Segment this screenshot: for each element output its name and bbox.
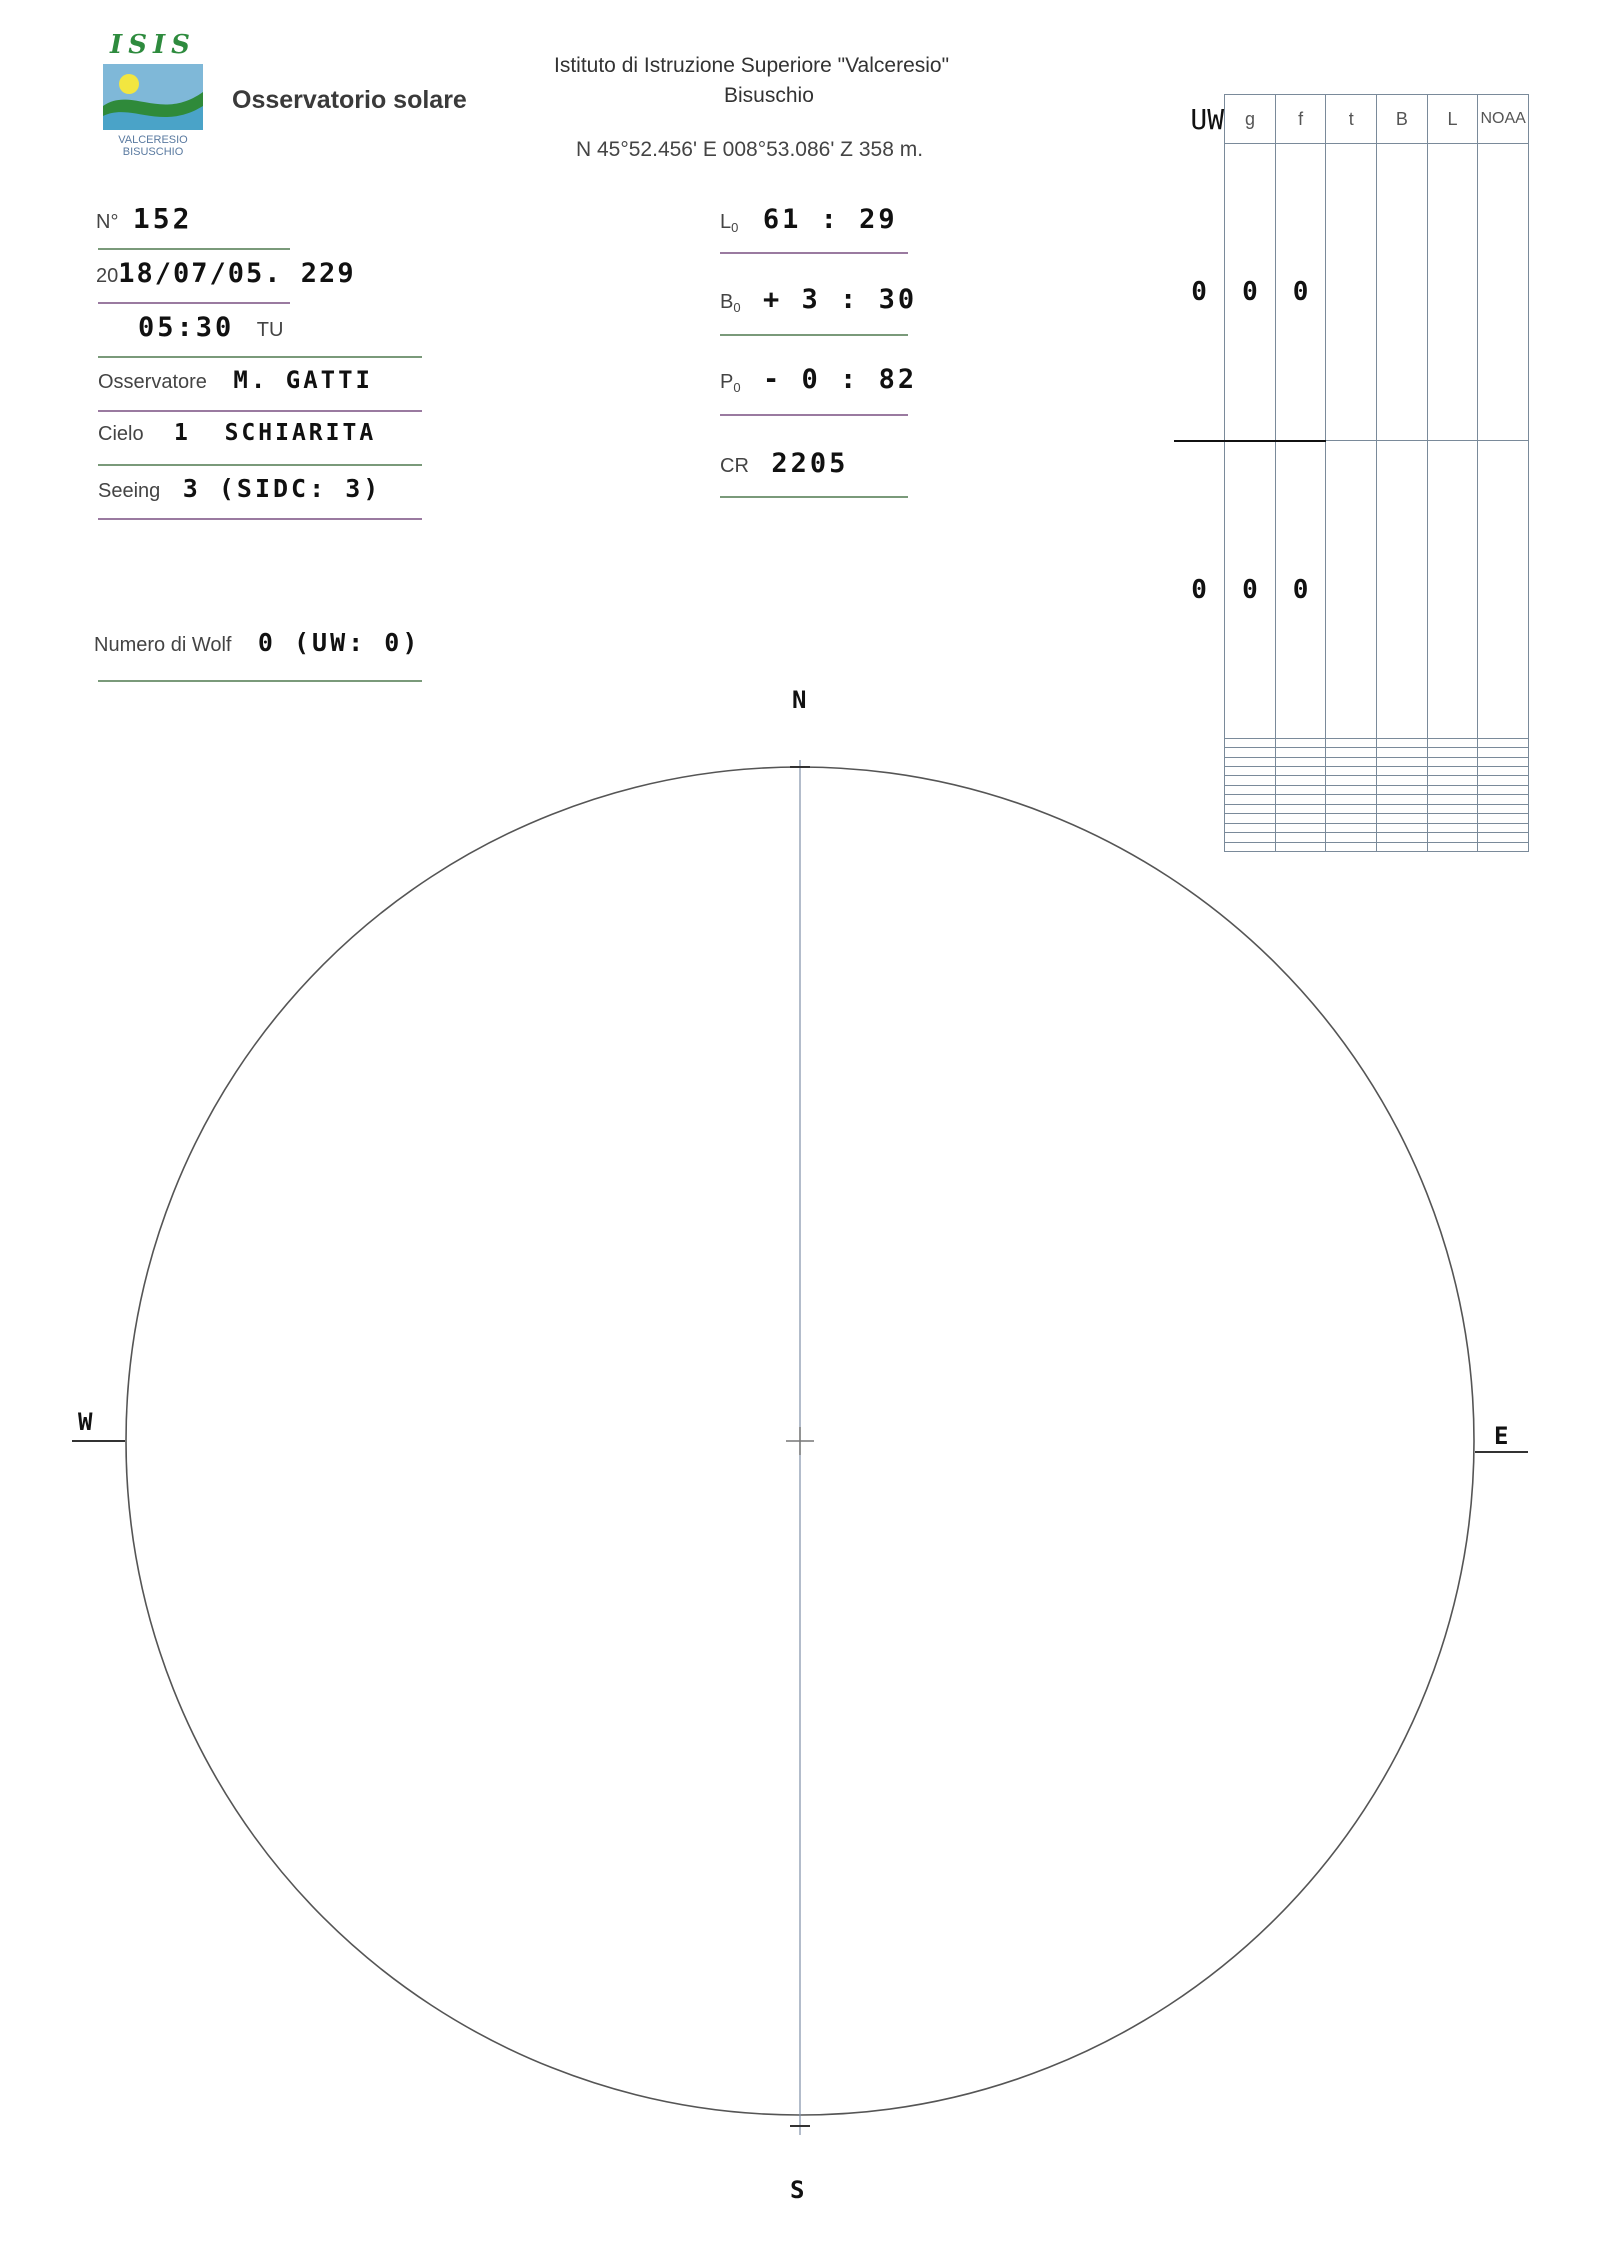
table-row (1174, 738, 1529, 747)
col-header-t: t (1326, 95, 1377, 144)
date-value: 18/07/05. 229 (118, 258, 356, 289)
b0-label: B (720, 291, 734, 313)
logo-text: ISIS (110, 30, 196, 60)
table-cell: 0 (1225, 144, 1276, 441)
table-cell (1326, 144, 1377, 441)
time-value: 05:30 (138, 312, 235, 343)
table-row (1174, 144, 1529, 441)
observer-label: Osservatore (98, 371, 207, 393)
institute-name: Istituto di Istruzione Superiore "Valceresio" (554, 54, 950, 77)
table-row (1174, 823, 1529, 832)
table-row (1174, 814, 1529, 823)
cr-label: CR (720, 455, 749, 477)
record-seeing (98, 474, 381, 503)
record-time (138, 312, 283, 343)
time-unit: TU (256, 319, 284, 341)
north-label: N (792, 686, 807, 714)
sky-value: 1 SCHIARITA (174, 420, 377, 446)
table-cell (1377, 441, 1428, 738)
wolf-value: 0 (UW: 0) (257, 628, 421, 657)
table-cell: 0 (1174, 441, 1225, 738)
table-row (1174, 748, 1529, 757)
b0-value: + 3 : 30 (763, 284, 918, 315)
table-row (1174, 785, 1529, 794)
record-number (96, 202, 192, 235)
col-header-uw: UW (1190, 102, 1225, 136)
seeing-value: 3 (SIDC: 3) (182, 474, 382, 503)
record-wolf (94, 628, 420, 657)
table-row (1174, 776, 1529, 785)
cr-value: 2205 (771, 448, 849, 479)
ephem-cr (720, 448, 848, 479)
institute-town: Bisuschio (724, 84, 814, 107)
table-row (1174, 757, 1529, 766)
l0-label: L (720, 211, 732, 233)
group-table (1174, 94, 1529, 852)
date-prefix: 20 (96, 265, 119, 287)
table-row (1174, 767, 1529, 776)
record-observer (98, 366, 373, 394)
p0-label: P (720, 371, 734, 393)
b0-sub: 0 (733, 300, 741, 316)
station-coords: N 45°52.456' E 008°53.086' Z 358 m. (576, 138, 924, 161)
col-header-noaa: NOAA (1478, 95, 1529, 144)
table-cell: 0 (1225, 441, 1276, 738)
table-cell (1478, 144, 1529, 441)
table-row (1174, 833, 1529, 842)
solar-disk-outline (126, 767, 1474, 2115)
east-label: E (1494, 1422, 1509, 1450)
p0-sub: 0 (733, 380, 741, 396)
observatory-title: Osservatorio solare (232, 86, 467, 114)
ephem-b0 (720, 284, 917, 315)
record-date (96, 258, 356, 289)
col-header-l: L (1427, 95, 1478, 144)
table-cell (1326, 441, 1377, 738)
seeing-label: Seeing (98, 480, 161, 502)
logo-wave-icon (101, 62, 205, 132)
ephem-l0 (720, 204, 898, 235)
west-label: W (78, 1408, 93, 1436)
logo-caption: VALCERESIO BISUSCHIO (118, 134, 188, 158)
wolf-label: Numero di Wolf (94, 634, 232, 656)
ephem-p0 (720, 364, 917, 395)
table-cell (1478, 441, 1529, 738)
l0-sub: 0 (731, 220, 739, 236)
logo (98, 30, 208, 160)
col-header-f: f (1275, 95, 1326, 144)
col-header-g: g (1225, 95, 1276, 144)
table-row (1174, 795, 1529, 804)
record-sky (98, 420, 376, 446)
table-row (1174, 804, 1529, 813)
l0-value: 61 : 29 (762, 204, 898, 235)
table-cell: 0 (1275, 441, 1326, 738)
table-cell (1427, 441, 1478, 738)
table-row (1174, 441, 1529, 738)
table-cell (1427, 144, 1478, 441)
p0-value: - 0 : 82 (763, 364, 918, 395)
table-cell: 0 (1275, 144, 1326, 441)
number-value: 152 (132, 202, 193, 235)
south-label: S (790, 2176, 805, 2204)
sky-label: Cielo (98, 423, 144, 445)
observer-value: M. GATTI (233, 366, 373, 394)
table-row (1174, 842, 1529, 851)
col-header-b: B (1377, 95, 1428, 144)
table-cell (1377, 144, 1428, 441)
table-cell: 0 (1191, 276, 1207, 307)
number-label: N° (96, 211, 119, 233)
